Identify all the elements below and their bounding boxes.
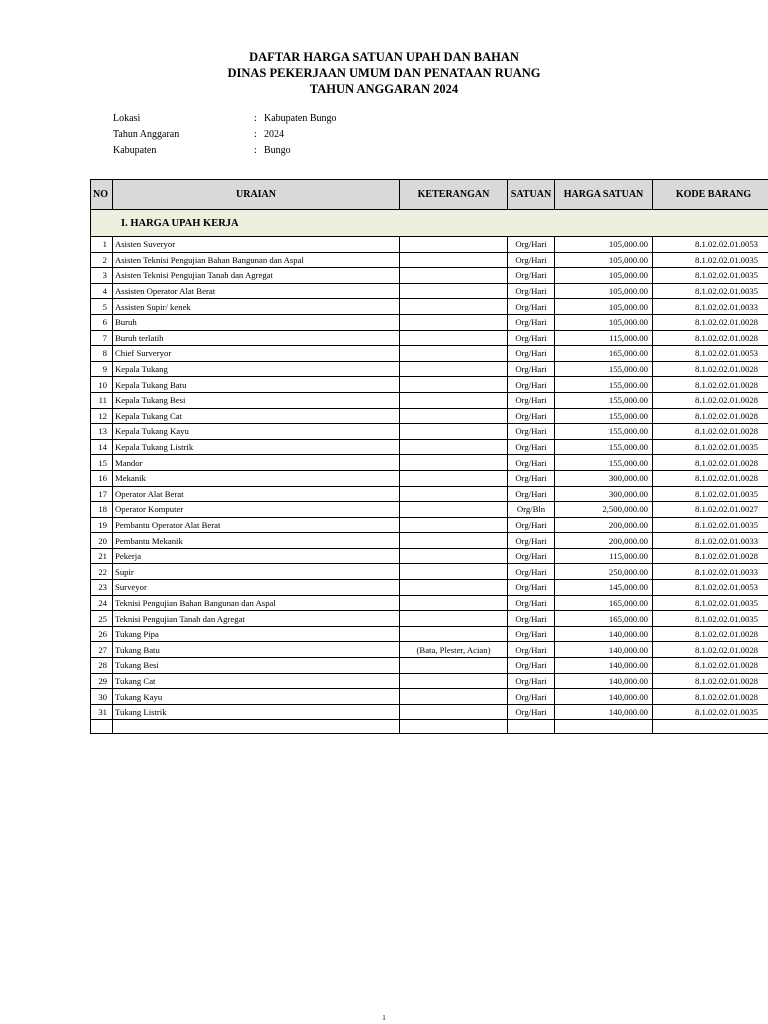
table-row <box>91 377 768 393</box>
table-row <box>91 548 768 564</box>
table-row <box>91 486 768 502</box>
cell-satuan: Org/Hari <box>508 361 555 377</box>
cell-satuan: Org/Hari <box>508 548 555 564</box>
cell-harga-satuan: 155,000.00 <box>555 392 653 408</box>
cell-no: 25 <box>91 611 113 627</box>
cell-satuan: Org/Hari <box>508 470 555 486</box>
cell-no: 31 <box>91 704 113 720</box>
cell-uraian: Asisten Teknisi Pengujian Tanah dan Agregat <box>113 268 400 284</box>
cell-kode-barang: 8.1.02.02.01.0028 <box>653 361 768 377</box>
table-row <box>91 689 768 705</box>
table-row <box>91 580 768 596</box>
cell-keterangan <box>400 314 508 330</box>
cell-kode-barang: 8.1.02.02.01.0028 <box>653 548 768 564</box>
cell-satuan: Org/Hari <box>508 704 555 720</box>
cell-harga-satuan: 115,000.00 <box>555 330 653 346</box>
cell-no: 30 <box>91 689 113 705</box>
cell-keterangan <box>400 439 508 455</box>
cell-no: 6 <box>91 314 113 330</box>
cell-satuan: Org/Hari <box>508 611 555 627</box>
table-row <box>91 237 768 253</box>
cell-harga-satuan: 105,000.00 <box>555 252 653 268</box>
meta-value: 2024 <box>264 129 284 140</box>
cell-harga-satuan: 155,000.00 <box>555 361 653 377</box>
cell-satuan: Org/Hari <box>508 517 555 533</box>
cell-keterangan <box>400 548 508 564</box>
cell-uraian: Kepala Tukang Batu <box>113 377 400 393</box>
cell-harga-satuan: 165,000.00 <box>555 595 653 611</box>
cell-no: 27 <box>91 642 113 658</box>
table-row <box>91 268 768 284</box>
cell-satuan: Org/Hari <box>508 673 555 689</box>
section-title: I. HARGA UPAH KERJA <box>91 210 768 237</box>
cell-satuan: Org/Hari <box>508 658 555 674</box>
table-row <box>91 564 768 580</box>
cell-satuan: Org/Hari <box>508 268 555 284</box>
cell-uraian: Pembantu Operator Alat Berat <box>113 517 400 533</box>
document-title-line1: DAFTAR HARGA SATUAN UPAH DAN BAHAN <box>249 50 519 64</box>
empty-cell <box>400 720 508 734</box>
cell-uraian: Operator Komputer <box>113 502 400 518</box>
cell-harga-satuan: 155,000.00 <box>555 424 653 440</box>
cell-keterangan <box>400 283 508 299</box>
cell-satuan: Org/Hari <box>508 346 555 362</box>
table-row <box>91 314 768 330</box>
cell-kode-barang: 8.1.02.02.01.0035 <box>653 268 768 284</box>
cell-no: 15 <box>91 455 113 471</box>
table-row <box>91 470 768 486</box>
cell-uraian: Assisten Operator Alat Berat <box>113 283 400 299</box>
cell-harga-satuan: 155,000.00 <box>555 439 653 455</box>
column-header-satuan: SATUAN <box>508 180 555 210</box>
cell-keterangan <box>400 704 508 720</box>
cell-keterangan <box>400 517 508 533</box>
cell-uraian: Asisten Suveryor <box>113 237 400 253</box>
cell-keterangan <box>400 408 508 424</box>
cell-kode-barang: 8.1.02.02.01.0028 <box>653 314 768 330</box>
table-row <box>91 673 768 689</box>
cell-keterangan <box>400 392 508 408</box>
cell-keterangan <box>400 470 508 486</box>
cell-keterangan <box>400 626 508 642</box>
cell-kode-barang: 8.1.02.02.01.0028 <box>653 330 768 346</box>
table-row <box>91 595 768 611</box>
cell-no: 2 <box>91 252 113 268</box>
cell-kode-barang: 8.1.02.02.01.0035 <box>653 439 768 455</box>
table-row <box>91 361 768 377</box>
cell-harga-satuan: 155,000.00 <box>555 455 653 471</box>
cell-kode-barang: 8.1.02.02.01.0035 <box>653 704 768 720</box>
cell-no: 28 <box>91 658 113 674</box>
cell-uraian: Pembantu Mekanik <box>113 533 400 549</box>
cell-keterangan <box>400 689 508 705</box>
table-row <box>91 502 768 518</box>
cell-no: 7 <box>91 330 113 346</box>
cell-satuan: Org/Hari <box>508 564 555 580</box>
cell-uraian: Tukang Kayu <box>113 689 400 705</box>
cell-satuan: Org/Hari <box>508 580 555 596</box>
cell-satuan: Org/Hari <box>508 237 555 253</box>
cell-keterangan <box>400 673 508 689</box>
cell-uraian: Teknisi Pengujian Bahan Bangunan dan Aspal <box>113 595 400 611</box>
cell-no: 18 <box>91 502 113 518</box>
cell-harga-satuan: 140,000.00 <box>555 689 653 705</box>
meta-separator: : <box>254 129 257 140</box>
cell-kode-barang: 8.1.02.02.01.0035 <box>653 611 768 627</box>
cell-kode-barang: 8.1.02.02.01.0028 <box>653 470 768 486</box>
cell-kode-barang: 8.1.02.02.01.0028 <box>653 392 768 408</box>
cell-no: 11 <box>91 392 113 408</box>
table-row <box>91 439 768 455</box>
cell-uraian: Pekerja <box>113 548 400 564</box>
cell-satuan: Org/Hari <box>508 455 555 471</box>
cell-uraian: Chief Surveryor <box>113 346 400 362</box>
meta-row-tahun-anggaran <box>113 127 337 143</box>
cell-no: 8 <box>91 346 113 362</box>
cell-satuan: Org/Hari <box>508 689 555 705</box>
table-row <box>91 346 768 362</box>
column-header-keterangan: KETERANGAN <box>400 180 508 210</box>
cell-keterangan <box>400 455 508 471</box>
cell-satuan: Org/Hari <box>508 330 555 346</box>
cell-harga-satuan: 115,000.00 <box>555 548 653 564</box>
cell-keterangan <box>400 502 508 518</box>
meta-value: Bungo <box>264 145 291 156</box>
cell-keterangan <box>400 533 508 549</box>
cell-harga-satuan: 300,000.00 <box>555 470 653 486</box>
cell-harga-satuan: 155,000.00 <box>555 408 653 424</box>
cell-no: 16 <box>91 470 113 486</box>
cell-no: 3 <box>91 268 113 284</box>
cell-keterangan <box>400 424 508 440</box>
cell-no: 24 <box>91 595 113 611</box>
cell-kode-barang: 8.1.02.02.01.0053 <box>653 580 768 596</box>
meta-label: Kabupaten <box>113 145 157 156</box>
cell-kode-barang: 8.1.02.02.01.0028 <box>653 658 768 674</box>
cell-kode-barang: 8.1.02.02.01.0053 <box>653 346 768 362</box>
cell-keterangan <box>400 299 508 315</box>
empty-cell <box>653 720 768 734</box>
cell-satuan: Org/Hari <box>508 377 555 393</box>
cell-satuan: Org/Hari <box>508 283 555 299</box>
column-header-kode-barang: KODE BARANG <box>653 180 768 210</box>
meta-value: Kabupaten Bungo <box>264 113 337 124</box>
cell-keterangan <box>400 377 508 393</box>
cell-no: 9 <box>91 361 113 377</box>
cell-kode-barang: 8.1.02.02.01.0035 <box>653 517 768 533</box>
cell-harga-satuan: 105,000.00 <box>555 237 653 253</box>
table-row <box>91 408 768 424</box>
table-row <box>91 330 768 346</box>
cell-keterangan <box>400 361 508 377</box>
cell-keterangan <box>400 595 508 611</box>
table-row <box>91 517 768 533</box>
cell-uraian: Tukang Cat <box>113 673 400 689</box>
cell-satuan: Org/Hari <box>508 595 555 611</box>
cell-satuan: Org/Hari <box>508 299 555 315</box>
cell-satuan: Org/Hari <box>508 439 555 455</box>
cell-kode-barang: 8.1.02.02.01.0028 <box>653 424 768 440</box>
table-row <box>91 533 768 549</box>
cell-harga-satuan: 165,000.00 <box>555 611 653 627</box>
cell-keterangan <box>400 486 508 502</box>
cell-uraian: Mandor <box>113 455 400 471</box>
table-row-empty <box>91 720 768 734</box>
cell-uraian: Mekanik <box>113 470 400 486</box>
cell-keterangan <box>400 252 508 268</box>
cell-no: 19 <box>91 517 113 533</box>
cell-uraian: Kepala Tukang Listrik <box>113 439 400 455</box>
cell-keterangan <box>400 330 508 346</box>
table-row <box>91 283 768 299</box>
table-row <box>91 252 768 268</box>
cell-harga-satuan: 140,000.00 <box>555 673 653 689</box>
cell-satuan: Org/Hari <box>508 252 555 268</box>
cell-harga-satuan: 250,000.00 <box>555 564 653 580</box>
cell-harga-satuan: 105,000.00 <box>555 268 653 284</box>
cell-uraian: Surveyor <box>113 580 400 596</box>
price-table <box>90 179 768 734</box>
cell-harga-satuan: 105,000.00 <box>555 314 653 330</box>
cell-kode-barang: 8.1.02.02.01.0028 <box>653 377 768 393</box>
cell-keterangan <box>400 346 508 362</box>
cell-no: 1 <box>91 237 113 253</box>
cell-keterangan <box>400 611 508 627</box>
cell-uraian: Operator Alat Berat <box>113 486 400 502</box>
cell-kode-barang: 8.1.02.02.01.0028 <box>653 673 768 689</box>
cell-satuan: Org/Hari <box>508 486 555 502</box>
cell-no: 13 <box>91 424 113 440</box>
table-row <box>91 642 768 658</box>
cell-keterangan <box>400 658 508 674</box>
empty-cell <box>113 720 400 734</box>
cell-harga-satuan: 2,500,000.00 <box>555 502 653 518</box>
cell-satuan: Org/Hari <box>508 314 555 330</box>
cell-no: 20 <box>91 533 113 549</box>
column-header-no: NO <box>91 180 113 210</box>
cell-satuan: Org/Hari <box>508 424 555 440</box>
cell-harga-satuan: 300,000.00 <box>555 486 653 502</box>
cell-harga-satuan: 140,000.00 <box>555 642 653 658</box>
meta-row-kabupaten <box>113 143 337 159</box>
cell-keterangan <box>400 564 508 580</box>
empty-cell <box>555 720 653 734</box>
cell-keterangan <box>400 268 508 284</box>
meta-label: Tahun Anggaran <box>113 129 180 140</box>
cell-uraian: Tukang Listrik <box>113 704 400 720</box>
cell-harga-satuan: 140,000.00 <box>555 704 653 720</box>
cell-kode-barang: 8.1.02.02.01.0035 <box>653 252 768 268</box>
meta-separator: : <box>254 113 257 124</box>
cell-no: 23 <box>91 580 113 596</box>
cell-no: 14 <box>91 439 113 455</box>
cell-uraian: Supir <box>113 564 400 580</box>
cell-harga-satuan: 200,000.00 <box>555 517 653 533</box>
cell-harga-satuan: 145,000.00 <box>555 580 653 596</box>
cell-satuan: Org/Hari <box>508 642 555 658</box>
cell-satuan: Org/Hari <box>508 626 555 642</box>
cell-satuan: Org/Hari <box>508 392 555 408</box>
cell-kode-barang: 8.1.02.02.01.0028 <box>653 455 768 471</box>
cell-uraian: Kepala Tukang Kayu <box>113 424 400 440</box>
meta-separator: : <box>254 145 257 156</box>
cell-uraian: Kepala Tukang Cat <box>113 408 400 424</box>
cell-uraian: Buruh <box>113 314 400 330</box>
cell-uraian: Tukang Pipa <box>113 626 400 642</box>
cell-kode-barang: 8.1.02.02.01.0035 <box>653 595 768 611</box>
cell-uraian: Asisten Teknisi Pengujian Bahan Bangunan dan Aspal <box>113 252 400 268</box>
cell-keterangan: (Bata, Plester, Acian) <box>400 642 508 658</box>
column-header-harga-satuan: HARGA SATUAN <box>555 180 653 210</box>
cell-satuan: Org/Hari <box>508 533 555 549</box>
cell-harga-satuan: 200,000.00 <box>555 533 653 549</box>
cell-kode-barang: 8.1.02.02.01.0028 <box>653 642 768 658</box>
table-row <box>91 611 768 627</box>
cell-uraian: Teknisi Pengujian Tanah dan Agregat <box>113 611 400 627</box>
cell-harga-satuan: 165,000.00 <box>555 346 653 362</box>
cell-no: 10 <box>91 377 113 393</box>
cell-harga-satuan: 140,000.00 <box>555 626 653 642</box>
table-row <box>91 392 768 408</box>
cell-uraian: Tukang Besi <box>113 658 400 674</box>
table-row <box>91 455 768 471</box>
document-title-line2: DINAS PEKERJAAN UMUM DAN PENATAAN RUANG <box>227 66 541 80</box>
table-header-row <box>91 180 768 210</box>
cell-kode-barang: 8.1.02.02.01.0035 <box>653 283 768 299</box>
cell-satuan: Org/Bln <box>508 502 555 518</box>
cell-harga-satuan: 105,000.00 <box>555 299 653 315</box>
cell-no: 4 <box>91 283 113 299</box>
cell-kode-barang: 8.1.02.02.01.0027 <box>653 502 768 518</box>
cell-harga-satuan: 140,000.00 <box>555 658 653 674</box>
page-number: 1 <box>382 1014 386 1022</box>
cell-keterangan <box>400 237 508 253</box>
meta-info <box>113 111 337 159</box>
cell-kode-barang: 8.1.02.02.01.0028 <box>653 689 768 705</box>
meta-label: Lokasi <box>113 113 141 124</box>
cell-kode-barang: 8.1.02.02.01.0033 <box>653 564 768 580</box>
cell-no: 29 <box>91 673 113 689</box>
cell-harga-satuan: 105,000.00 <box>555 283 653 299</box>
cell-uraian: Kepala Tukang Besi <box>113 392 400 408</box>
section-row <box>91 210 768 237</box>
cell-no: 5 <box>91 299 113 315</box>
cell-kode-barang: 8.1.02.02.01.0028 <box>653 626 768 642</box>
cell-no: 22 <box>91 564 113 580</box>
table-row <box>91 658 768 674</box>
cell-kode-barang: 8.1.02.02.01.0035 <box>653 486 768 502</box>
cell-kode-barang: 8.1.02.02.01.0033 <box>653 533 768 549</box>
meta-row-lokasi <box>113 111 337 127</box>
cell-no: 12 <box>91 408 113 424</box>
table-row <box>91 424 768 440</box>
empty-cell <box>508 720 555 734</box>
cell-uraian: Buruh terlatih <box>113 330 400 346</box>
table-row <box>91 704 768 720</box>
cell-uraian: Assisten Supir/ kenek <box>113 299 400 315</box>
column-header-uraian: URAIAN <box>113 180 400 210</box>
document-title-line3: TAHUN ANGGARAN 2024 <box>309 82 459 96</box>
cell-uraian: Tukang Batu <box>113 642 400 658</box>
cell-no: 17 <box>91 486 113 502</box>
cell-kode-barang: 8.1.02.02.01.0053 <box>653 237 768 253</box>
cell-harga-satuan: 155,000.00 <box>555 377 653 393</box>
table-row <box>91 299 768 315</box>
table-row <box>91 626 768 642</box>
cell-satuan: Org/Hari <box>508 408 555 424</box>
cell-uraian: Kepala Tukang <box>113 361 400 377</box>
cell-keterangan <box>400 580 508 596</box>
cell-no: 26 <box>91 626 113 642</box>
empty-cell <box>91 720 113 734</box>
cell-kode-barang: 8.1.02.02.01.0028 <box>653 408 768 424</box>
cell-kode-barang: 8.1.02.02.01.0033 <box>653 299 768 315</box>
cell-no: 21 <box>91 548 113 564</box>
